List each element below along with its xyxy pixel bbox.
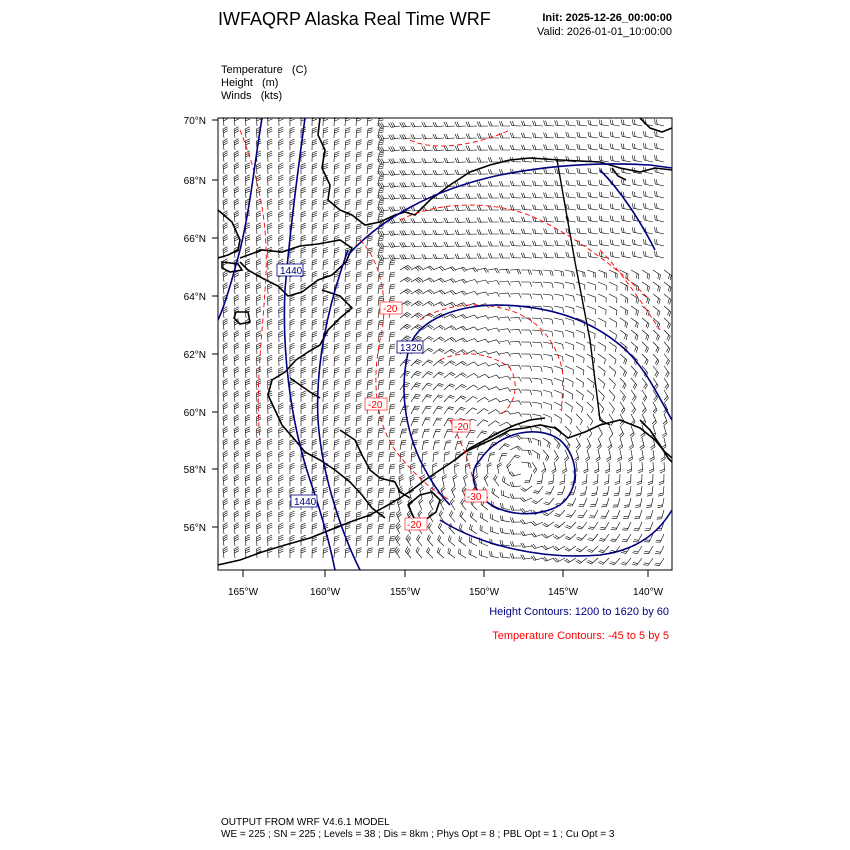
lat-label: 66°N <box>183 234 206 245</box>
lat-label: 60°N <box>183 408 206 419</box>
temperature-legend: Temperature Contours: -45 to 5 by 5 <box>492 630 669 642</box>
temp-contour <box>420 305 564 410</box>
temp-label: -20 <box>383 304 398 315</box>
model-version: OUTPUT FROM WRF V4.6.1 MODEL <box>221 817 390 828</box>
longitude-axis <box>228 570 664 598</box>
model-config: WE = 225 ; SN = 225 ; Levels = 38 ; Dis = 8km ; Phys Opt = 8 ; PBL Opt = 1 ; Cu Opt = 3 <box>221 829 615 840</box>
height-label: 1440 <box>294 497 317 508</box>
height-contour-labels <box>277 264 423 508</box>
height-contour <box>218 118 262 320</box>
temp-label: -20 <box>407 520 422 531</box>
lat-label: 70°N <box>183 116 206 127</box>
init-time: Init: 2025-12-26_00:00:00 <box>542 12 672 24</box>
lon-label: 155°W <box>389 587 421 598</box>
latitude-axis <box>184 116 218 534</box>
coast-alaska-peninsula <box>218 420 672 565</box>
lon-label: 165°W <box>227 587 259 598</box>
lat-label: 58°N <box>183 465 206 476</box>
coast-yukon-delta <box>290 378 320 398</box>
valid-time: Valid: 2026-01-01_10:00:00 <box>537 26 672 38</box>
lon-label: 150°W <box>468 587 500 598</box>
island-st-lawrence <box>222 262 242 272</box>
coast-chukotka <box>218 210 240 258</box>
height-label: 1320 <box>400 343 423 354</box>
field-height: Height (m) <box>221 77 279 89</box>
lat-label: 62°N <box>183 350 206 361</box>
lat-label: 64°N <box>183 292 206 303</box>
temp-label: -30 <box>467 492 482 503</box>
lat-label: 56°N <box>183 523 206 534</box>
island-kodiak <box>408 492 440 520</box>
height-label: 1440 <box>280 266 303 277</box>
chart-title: IWFAQRP Alaska Real Time WRF <box>218 9 491 29</box>
field-temperature: Temperature (C) <box>221 64 308 76</box>
model-footer <box>221 817 614 841</box>
field-winds: Winds (kts) <box>221 90 283 102</box>
height-contours <box>218 118 672 570</box>
map-frame <box>218 118 672 570</box>
height-legend: Height Contours: 1200 to 1620 by 60 <box>489 606 669 618</box>
lat-label: 68°N <box>183 176 206 187</box>
temp-label: -20 <box>368 400 383 411</box>
lon-label: 145°W <box>547 587 579 598</box>
temp-contour-labels <box>365 302 487 531</box>
lon-label: 140°W <box>632 587 664 598</box>
temp-label: -20 <box>454 422 469 433</box>
lon-label: 160°W <box>309 587 341 598</box>
coast-nw-canada <box>640 118 672 132</box>
coast-north-alaska <box>318 118 672 225</box>
